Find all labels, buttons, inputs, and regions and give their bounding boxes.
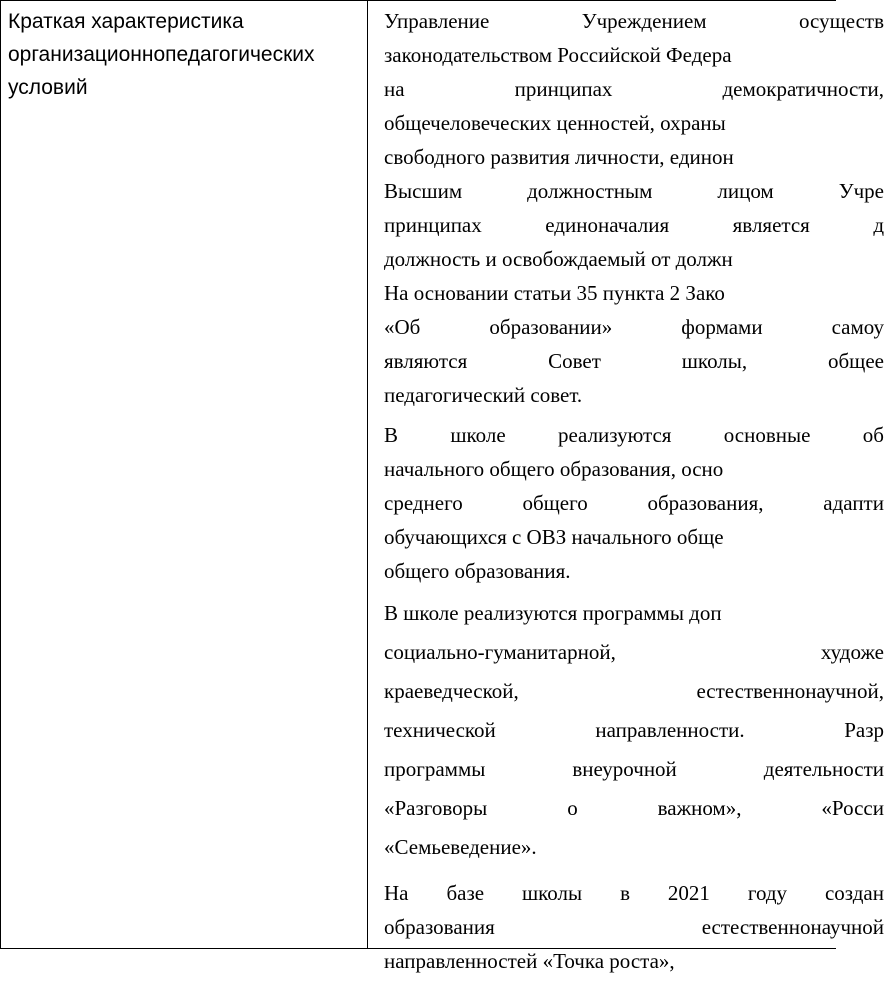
paragraph-word: «Семьеведение». [384,835,537,859]
paragraph-line [384,72,884,106]
paragraph-word: технической [384,718,496,742]
paragraph-word: На [384,881,409,905]
paragraph-line [384,418,884,452]
paragraph-word: образования [384,915,495,939]
paragraph-line [384,672,884,711]
paragraph-word: Управление [384,9,490,33]
paragraph-word: На основании статьи 35 пункта 2 Зако [384,281,725,305]
paragraph-line [384,711,884,750]
paragraph-word: обучающихся с ОВЗ начального обще [384,525,724,549]
paragraph-word: естественнонаучной, [696,679,884,703]
section-heading-line: организационнопедагогических [8,43,315,66]
paragraph-word: Разр [844,718,884,742]
paragraph-word: программы [384,757,486,781]
paragraph-line [384,106,884,140]
paragraph-line [384,38,884,72]
paragraph-line [384,520,884,554]
paragraph-line [384,789,884,828]
paragraph-word: Учреждением [581,9,707,33]
paragraph-word: принципах [384,213,482,237]
paragraph-line [384,633,884,672]
paragraph-word: законодательством Российской Федера [384,43,732,67]
paragraph-word: «Об [384,315,421,339]
paragraph-word: году [747,881,788,905]
paragraph-line [384,242,884,276]
paragraph-line [384,910,884,944]
paragraph-line [384,750,884,789]
paragraph-word: общечеловеческих ценностей, охраны [384,111,726,135]
paragraph-word: деятельности [763,757,884,781]
paragraph-word: реализуются [557,423,672,447]
paragraph-word: направленности. [595,718,745,742]
paragraph-word: основные [723,423,811,447]
paragraph-line [384,594,884,633]
paragraph-word: школе [450,423,506,447]
paragraph-word: школы [522,881,583,905]
paragraph-word: осуществ [799,9,884,33]
content-paragraph [384,174,884,276]
content-paragraph [384,4,884,174]
paragraph-word: образовании» [489,315,613,339]
paragraph-word: Совет [548,349,601,373]
paragraph-line [384,208,884,242]
content-paragraph [384,276,884,412]
paragraph-word: демократичности, [722,77,884,101]
section-heading-cell [8,5,363,104]
paragraph-word: важном», [657,796,742,820]
paragraph-word: базе [446,881,485,905]
paragraph-line [384,554,884,588]
section-content-cell [384,4,884,978]
paragraph-word: адапти [823,491,884,515]
paragraph-word: внеурочной [572,757,677,781]
paragraph-word: «Росси [821,796,884,820]
paragraph-word: создан [824,881,884,905]
paragraph-word: на [384,77,405,101]
paragraph-line [384,174,884,208]
paragraph-word: свободного развития личности, единон [384,145,734,169]
paragraph-line [384,4,884,38]
paragraph-line [384,452,884,486]
paragraph-word: Высшим [384,179,463,203]
paragraph-word: лицом [717,179,774,203]
table-left-border [0,1,1,948]
paragraph-line [384,276,884,310]
paragraph-line [384,876,884,910]
paragraph-word: общего [522,491,588,515]
paragraph-word: образования, [647,491,764,515]
paragraph-word: о [567,796,578,820]
paragraph-word: является [732,213,810,237]
content-paragraph [384,876,884,978]
paragraph-line [384,310,884,344]
paragraph-line [384,828,884,867]
paragraph-word: должностным [527,179,653,203]
paragraph-word: художе [820,640,884,664]
paragraph-word: общего образования. [384,559,571,583]
paragraph-word: самоу [831,315,884,339]
paragraph-word: школы, [681,349,748,373]
content-paragraph [384,418,884,588]
paragraph-line [384,344,884,378]
paragraph-word: краеведческой, [384,679,519,703]
paragraph-word: В школе реализуются программы доп [384,601,722,625]
paragraph-word: д [873,213,884,237]
paragraph-word: начального общего образования, осно [384,457,724,481]
paragraph-word: принципах [514,77,613,101]
paragraph-word: Учре [838,179,884,203]
table-column-divider [367,1,368,948]
section-heading-line: условий [8,76,88,99]
paragraph-word: социально-гуманитарной, [384,640,616,664]
paragraph-line [384,944,884,978]
content-paragraph [384,594,884,867]
paragraph-word: об [862,423,884,447]
paragraph-word: в [620,881,630,905]
paragraph-spacing [384,867,884,876]
paragraph-line [384,140,884,174]
paragraph-word: должность и освобождаемый от должн [384,247,733,271]
paragraph-word: В [384,423,399,447]
paragraph-word: единоначалия [545,213,670,237]
paragraph-word: являются [384,349,468,373]
paragraph-word: общее [827,349,884,373]
paragraph-line [384,486,884,520]
paragraph-word: «Разговоры [384,796,488,820]
paragraph-word: естественнонаучной [701,915,884,939]
paragraph-word: педагогический совет. [384,383,583,407]
paragraph-line [384,378,884,412]
paragraph-word: среднего [384,491,463,515]
paragraph-word: формами [681,315,763,339]
paragraph-word: направленностей «Точка роста», [384,949,675,973]
paragraph-word: 2021 [667,881,710,905]
section-heading-line: Краткая характеристика [8,10,244,33]
